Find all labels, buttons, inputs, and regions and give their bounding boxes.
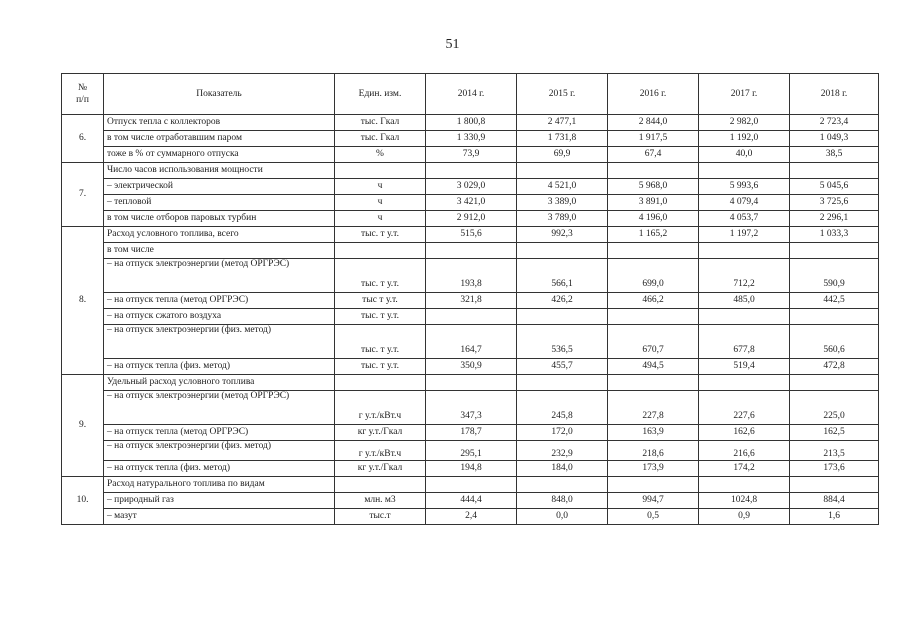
table-row (62, 309, 879, 325)
row-value-2018: 5 045,6 (790, 179, 879, 195)
row-label: – мазут (104, 509, 335, 525)
row-value-2016: 0,5 (608, 509, 699, 525)
row-value-2014: 2 912,0 (426, 211, 517, 227)
row-value-2015: 2 477,1 (517, 115, 608, 131)
table-row (62, 163, 879, 179)
row-value-2015: 172,0 (517, 425, 608, 441)
row-value-2015: 3 389,0 (517, 195, 608, 211)
row-label: – на отпуск сжатого воздуха (104, 309, 335, 325)
row-unit: г у.т./кВт.ч (335, 441, 426, 461)
row-value-2017: 677,8 (699, 325, 790, 359)
row-value-2017 (699, 375, 790, 391)
table-row (62, 293, 879, 309)
header-unit: Един. изм. (335, 74, 426, 115)
row-value-2014: 193,8 (426, 259, 517, 293)
row-unit: млн. м3 (335, 493, 426, 509)
row-label: – на отпуск тепла (метод ОРГРЭС) (104, 293, 335, 309)
indicators-table (61, 73, 879, 525)
table-row (62, 259, 879, 293)
row-unit (335, 477, 426, 493)
row-unit (335, 243, 426, 259)
row-value-2015: 69,9 (517, 147, 608, 163)
row-value-2017: 227,6 (699, 391, 790, 425)
row-value-2014: 194,8 (426, 461, 517, 477)
row-group-number: 8. (62, 227, 104, 375)
row-label: – на отпуск электроэнергии (метод ОРГРЭС) (104, 259, 335, 293)
row-value-2017 (699, 163, 790, 179)
row-value-2014: 347,3 (426, 391, 517, 425)
row-value-2017: 174,2 (699, 461, 790, 477)
row-label: – на отпуск тепла (физ. метод) (104, 359, 335, 375)
row-value-2015: 536,5 (517, 325, 608, 359)
row-unit: тыс. Гкал (335, 131, 426, 147)
row-group-number: 7. (62, 163, 104, 227)
row-value-2015 (517, 243, 608, 259)
row-value-2016: 163,9 (608, 425, 699, 441)
row-label: Расход натурального топлива по видам (104, 477, 335, 493)
row-value-2017: 162,6 (699, 425, 790, 441)
row-value-2017: 5 993,6 (699, 179, 790, 195)
row-value-2014: 350,9 (426, 359, 517, 375)
row-unit: кг у.т./Гкал (335, 425, 426, 441)
row-unit: тыс т у.т. (335, 293, 426, 309)
row-label: – на отпуск электроэнергии (физ. метод) (104, 325, 335, 359)
row-unit: тыс. Гкал (335, 115, 426, 131)
row-value-2017: 216,6 (699, 441, 790, 461)
header-year-2017: 2017 г. (699, 74, 790, 115)
row-label: Число часов использования мощности (104, 163, 335, 179)
row-value-2015: 184,0 (517, 461, 608, 477)
row-value-2014: 295,1 (426, 441, 517, 461)
page-number: 51 (445, 37, 460, 52)
row-value-2015: 245,8 (517, 391, 608, 425)
row-value-2016: 1 917,5 (608, 131, 699, 147)
row-value-2015: 3 789,0 (517, 211, 608, 227)
table-row (62, 211, 879, 227)
row-value-2014: 3 421,0 (426, 195, 517, 211)
row-value-2015: 426,2 (517, 293, 608, 309)
row-value-2014: 3 029,0 (426, 179, 517, 195)
row-value-2014: 321,8 (426, 293, 517, 309)
row-value-2015 (517, 309, 608, 325)
table-row (62, 493, 879, 509)
row-value-2014: 1 330,9 (426, 131, 517, 147)
row-value-2017 (699, 477, 790, 493)
table-row (62, 131, 879, 147)
row-value-2014 (426, 375, 517, 391)
row-value-2017 (699, 309, 790, 325)
table-row (62, 227, 879, 243)
row-group-number: 6. (62, 115, 104, 163)
row-value-2014: 444,4 (426, 493, 517, 509)
row-unit: тыс. т у.т. (335, 309, 426, 325)
row-unit: % (335, 147, 426, 163)
row-value-2015: 848,0 (517, 493, 608, 509)
row-unit: тыс.т (335, 509, 426, 525)
row-value-2015: 4 521,0 (517, 179, 608, 195)
row-value-2017: 0,9 (699, 509, 790, 525)
row-unit: тыс. т у.т. (335, 259, 426, 293)
row-value-2018: 590,9 (790, 259, 879, 293)
table-row (62, 195, 879, 211)
row-value-2018 (790, 309, 879, 325)
row-value-2016: 227,8 (608, 391, 699, 425)
row-value-2014: 178,7 (426, 425, 517, 441)
row-value-2016 (608, 375, 699, 391)
row-unit: кг у.т./Гкал (335, 461, 426, 477)
row-value-2018: 162,5 (790, 425, 879, 441)
row-value-2014 (426, 243, 517, 259)
row-value-2016: 5 968,0 (608, 179, 699, 195)
row-value-2016 (608, 163, 699, 179)
row-value-2017: 485,0 (699, 293, 790, 309)
row-value-2016 (608, 309, 699, 325)
row-value-2016: 218,6 (608, 441, 699, 461)
table-row (62, 477, 879, 493)
row-unit: ч (335, 195, 426, 211)
row-value-2017: 712,2 (699, 259, 790, 293)
header-year-2018: 2018 г. (790, 74, 879, 115)
row-value-2018: 560,6 (790, 325, 879, 359)
table-row (62, 179, 879, 195)
row-value-2018: 2 296,1 (790, 211, 879, 227)
row-value-2018: 1 049,3 (790, 131, 879, 147)
row-value-2017 (699, 243, 790, 259)
row-value-2016: 2 844,0 (608, 115, 699, 131)
row-value-2016: 173,9 (608, 461, 699, 477)
table-row (62, 509, 879, 525)
row-value-2018: 1,6 (790, 509, 879, 525)
row-unit: ч (335, 211, 426, 227)
row-value-2016: 494,5 (608, 359, 699, 375)
row-value-2018: 1 033,3 (790, 227, 879, 243)
row-value-2018: 884,4 (790, 493, 879, 509)
row-value-2014 (426, 309, 517, 325)
row-value-2017: 1 192,0 (699, 131, 790, 147)
row-value-2014: 515,6 (426, 227, 517, 243)
row-value-2014: 1 800,8 (426, 115, 517, 131)
table-row (62, 147, 879, 163)
row-unit: г у.т./кВт.ч (335, 391, 426, 425)
table-row (62, 391, 879, 425)
row-value-2018: 2 723,4 (790, 115, 879, 131)
row-value-2015 (517, 375, 608, 391)
row-label: Удельный расход условного топлива (104, 375, 335, 391)
row-value-2018: 442,5 (790, 293, 879, 309)
row-unit (335, 163, 426, 179)
header-number (62, 74, 104, 115)
row-value-2017: 519,4 (699, 359, 790, 375)
row-unit: ч (335, 179, 426, 195)
row-value-2018: 3 725,6 (790, 195, 879, 211)
row-group-number: 10. (62, 477, 104, 525)
row-value-2017: 1 197,2 (699, 227, 790, 243)
row-value-2017: 4 079,4 (699, 195, 790, 211)
row-value-2016: 4 196,0 (608, 211, 699, 227)
table-row (62, 325, 879, 359)
row-value-2015: 992,3 (517, 227, 608, 243)
row-value-2016: 67,4 (608, 147, 699, 163)
row-value-2016: 994,7 (608, 493, 699, 509)
table-row (62, 243, 879, 259)
row-value-2015: 0,0 (517, 509, 608, 525)
row-value-2016 (608, 243, 699, 259)
table-row (62, 425, 879, 441)
row-label: в том числе (104, 243, 335, 259)
header-number-symbol: № (77, 82, 88, 93)
row-label: тоже в % от суммарного отпуска (104, 147, 335, 163)
row-value-2018: 213,5 (790, 441, 879, 461)
row-label: – на отпуск тепла (метод ОРГРЭС) (104, 425, 335, 441)
row-value-2016 (608, 477, 699, 493)
row-value-2014: 73,9 (426, 147, 517, 163)
row-unit (335, 375, 426, 391)
header-year-2016: 2016 г. (608, 74, 699, 115)
row-value-2016: 466,2 (608, 293, 699, 309)
row-value-2015 (517, 163, 608, 179)
table-row (62, 115, 879, 131)
row-value-2016: 699,0 (608, 259, 699, 293)
row-value-2017: 1024,8 (699, 493, 790, 509)
row-value-2018 (790, 375, 879, 391)
row-label: Отпуск тепла с коллекторов (104, 115, 335, 131)
row-value-2015 (517, 477, 608, 493)
row-label: – тепловой (104, 195, 335, 211)
table-header-row (62, 74, 879, 115)
row-unit: тыс. т у.т. (335, 359, 426, 375)
row-value-2015: 232,9 (517, 441, 608, 461)
row-value-2016: 670,7 (608, 325, 699, 359)
row-value-2014: 2,4 (426, 509, 517, 525)
row-label: – природный газ (104, 493, 335, 509)
row-value-2018: 225,0 (790, 391, 879, 425)
row-label: – электрической (104, 179, 335, 195)
row-group-number: 9. (62, 375, 104, 477)
row-value-2017: 4 053,7 (699, 211, 790, 227)
row-value-2014 (426, 163, 517, 179)
row-label: в том числе отработавшим паром (104, 131, 335, 147)
header-number-abbr: п/п (76, 95, 89, 105)
row-value-2015: 455,7 (517, 359, 608, 375)
row-unit: тыс. т у.т. (335, 227, 426, 243)
row-value-2014 (426, 477, 517, 493)
row-label: – на отпуск электроэнергии (метод ОРГРЭС) (104, 391, 335, 425)
row-label: – на отпуск тепла (физ. метод) (104, 461, 335, 477)
row-value-2018 (790, 477, 879, 493)
row-value-2018: 173,6 (790, 461, 879, 477)
table-row (62, 375, 879, 391)
table-row (62, 359, 879, 375)
row-label: – на отпуск электроэнергии (физ. метод) (104, 441, 335, 461)
header-indicator: Показатель (104, 74, 335, 115)
row-value-2014: 164,7 (426, 325, 517, 359)
row-value-2018: 38,5 (790, 147, 879, 163)
row-value-2018 (790, 163, 879, 179)
row-value-2016: 3 891,0 (608, 195, 699, 211)
header-year-2014: 2014 г. (426, 74, 517, 115)
row-unit: тыс. т у.т. (335, 325, 426, 359)
table-row (62, 441, 879, 461)
table-row (62, 461, 879, 477)
row-value-2017: 2 982,0 (699, 115, 790, 131)
row-label: Расход условного топлива, всего (104, 227, 335, 243)
row-value-2015: 566,1 (517, 259, 608, 293)
row-value-2015: 1 731,8 (517, 131, 608, 147)
row-value-2018 (790, 243, 879, 259)
header-year-2015: 2015 г. (517, 74, 608, 115)
row-value-2017: 40,0 (699, 147, 790, 163)
row-value-2018: 472,8 (790, 359, 879, 375)
row-value-2016: 1 165,2 (608, 227, 699, 243)
row-label: в том числе отборов паровых турбин (104, 211, 335, 227)
